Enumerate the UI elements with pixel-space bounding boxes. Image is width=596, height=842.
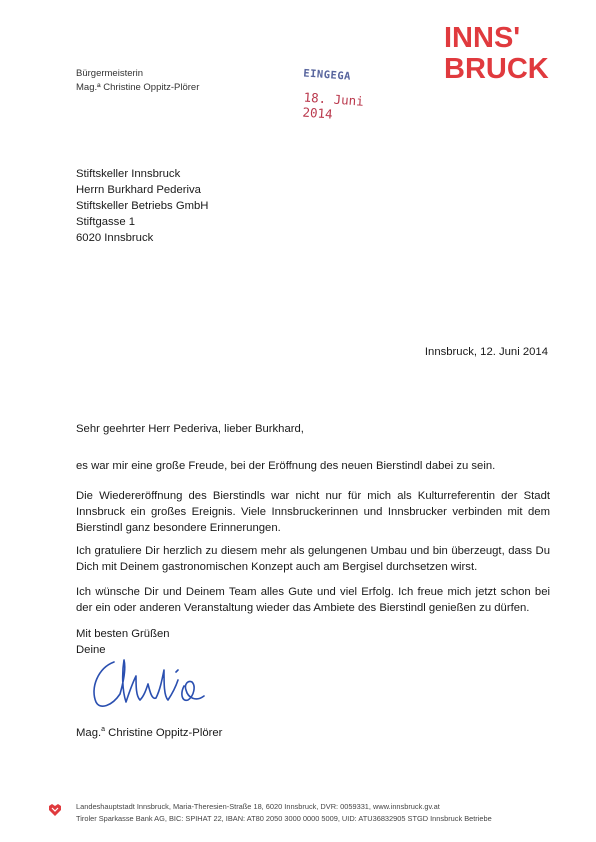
signer-prefix-sup: a	[101, 726, 106, 733]
city-emblem-icon	[48, 803, 62, 817]
letter-date: Innsbruck, 12. Juni 2014	[424, 346, 548, 358]
address-line: Stiftgasse 1	[76, 216, 136, 228]
recipient-address	[76, 166, 208, 246]
salutation: Sehr geehrter Herr Pederiva, lieber Burkhard,	[76, 423, 304, 435]
paragraph: Ich gratuliere Dir herzlich zu diesem mehr als gelungenen Umbau und bin überzeugt, dass Du Dich mit Deinem gastronomischen Konzept auch am Bergisel durchsetzen wirst.	[76, 545, 550, 573]
address-line: Stiftskeller Betriebs GmbH	[76, 200, 209, 212]
stamp-date: 18. Juni 2014	[302, 89, 365, 122]
paragraph: Ich wünsche Dir und Deinem Team alles Gute und viel Erfolg. Ich freue mich jetzt schon bei der ein oder anderen Veranstaltung wieder das Ambiete des Bierstindl genießen zu dürfen.	[76, 586, 550, 614]
address-line: Herrn Burkhard Pederiva	[76, 184, 201, 196]
handwritten-signature	[84, 650, 244, 712]
signature-graphic	[84, 650, 244, 712]
sender-title: Bürgermeisterin	[76, 68, 144, 79]
signer-fullname: Christine Oppitz-Plörer	[105, 726, 223, 739]
footer-line: Tiroler Sparkasse Bank AG, BIC: SPIHAT 22, IBAN: AT80 2050 3000 0000 5009, UID: ATU36832905 STGD Innsbruck Betriebe	[76, 813, 492, 823]
closing-line: Mit besten Grüßen	[76, 628, 170, 640]
logo-line2: BRUCK	[444, 53, 549, 84]
address-line: 6020 Innsbruck	[76, 232, 154, 244]
sender-block	[76, 67, 199, 95]
paragraph: es war mir eine große Freude, bei der Eröffnung des neuen Bierstindl dabei zu sein.	[76, 460, 496, 472]
innsbruck-logo	[440, 20, 575, 84]
closing-line: Deine	[76, 644, 106, 656]
footer	[76, 801, 492, 824]
address-line: Stiftskeller Innsbruck	[76, 168, 181, 180]
paragraph: Die Wiedereröffnung des Bierstindls war nicht nur für mich als Kulturreferentin der Stadt Innsbruck ein großes Ereignis. Viele Innsbruckerinnen und Innsbrucker verbinden mit dem Bierstindl ganz besondere Erinnerungen.	[76, 490, 550, 534]
footer-line: Landeshauptstadt Innsbruck, Maria-Theresien-Straße 18, 6020 Innsbruck, DVR: 0059331, www.innsbruck.gv.at	[76, 802, 440, 811]
signer-name	[76, 726, 222, 739]
received-stamp	[300, 67, 377, 122]
signer-prefix: Mag.	[76, 726, 102, 739]
stamp-received-label: EINGEGA	[302, 67, 352, 83]
logo-line1: INNS'	[444, 22, 521, 54]
sender-name: Mag.ª Christine Oppitz-Plörer	[76, 82, 200, 93]
logo-graphic	[440, 20, 575, 84]
